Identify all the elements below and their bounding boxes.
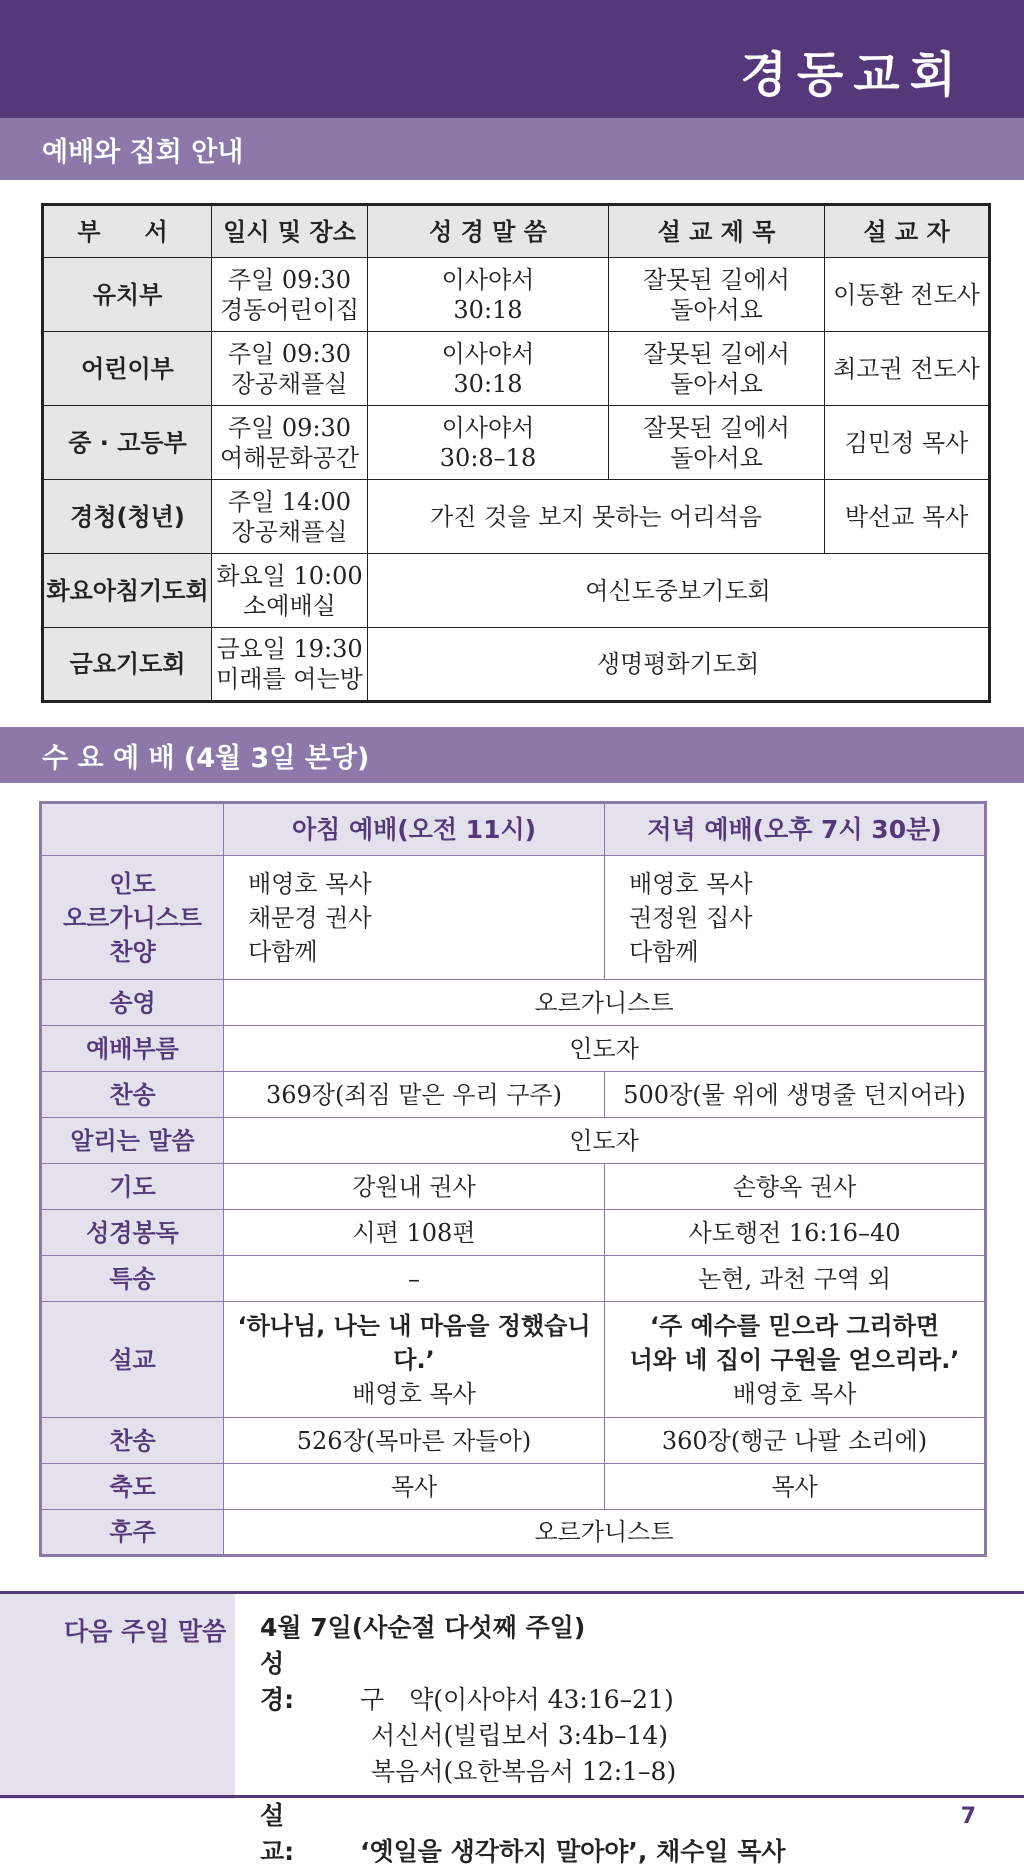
role-value: 채문경 권사 bbox=[248, 903, 372, 932]
role-value: 배영호 목사 bbox=[248, 869, 372, 898]
place-text: 장공채플실 bbox=[231, 369, 348, 398]
label-praise: 찬양 bbox=[109, 937, 156, 966]
merged-cell: 오르가니스트 bbox=[224, 1510, 986, 1556]
col-header-scripture: 성 경 말 씀 bbox=[368, 205, 609, 258]
col-header-preacher: 설 교 자 bbox=[825, 205, 990, 258]
morning-sermon-cell bbox=[224, 1302, 605, 1418]
services-header-row bbox=[43, 205, 990, 258]
time-text: 금요일 19:30 bbox=[216, 635, 363, 663]
next-week-label: 다음 주일 말씀 bbox=[64, 1617, 227, 1646]
row-label: 알리는 말씀 bbox=[41, 1118, 224, 1164]
morning-cell: – bbox=[224, 1256, 605, 1302]
epistle-reading: 서신서(빌립보서 3:4b–14) bbox=[371, 1721, 669, 1750]
row-label: 성경봉독 bbox=[41, 1210, 224, 1256]
table-row bbox=[41, 1418, 986, 1464]
table-row bbox=[41, 856, 986, 980]
table-row bbox=[43, 480, 990, 554]
table-row bbox=[41, 1510, 986, 1556]
merged-cell: 오르가니스트 bbox=[224, 980, 986, 1026]
title-line: 잘못된 길에서 bbox=[643, 265, 790, 294]
next-week-content bbox=[260, 1610, 786, 1870]
col-header-dept: 부 서 bbox=[43, 205, 212, 258]
table-row bbox=[41, 1302, 986, 1418]
dept-cell: 경청(청년) bbox=[43, 480, 212, 554]
morning-cell: 369장(죄짐 맡은 우리 구주) bbox=[224, 1072, 605, 1118]
time-cell bbox=[212, 628, 368, 702]
table-row bbox=[43, 406, 990, 480]
table-row bbox=[41, 1026, 986, 1072]
title-line: 돌아서요 bbox=[670, 369, 763, 398]
scripture-ref: 30:18 bbox=[453, 295, 523, 324]
gospel-reading: 복음서(요한복음서 12:1–8) bbox=[371, 1757, 677, 1786]
table-row bbox=[41, 980, 986, 1026]
dept-cell: 중 · 고등부 bbox=[43, 406, 212, 480]
row-label: 축도 bbox=[41, 1464, 224, 1510]
scripture-book: 이사야서 bbox=[441, 265, 535, 294]
preacher-cell: 박선교 목사 bbox=[825, 480, 990, 554]
evening-cell: 손향옥 권사 bbox=[605, 1164, 986, 1210]
title-cell bbox=[609, 332, 825, 406]
scripture-ref: 30:8–18 bbox=[439, 443, 537, 472]
merged-title-cell: 가진 것을 보지 못하는 어리석음 bbox=[368, 480, 825, 554]
table-row bbox=[41, 1464, 986, 1510]
evening-sermon-cell bbox=[605, 1302, 986, 1418]
preacher-cell: 이동환 전도사 bbox=[825, 258, 990, 332]
next-week-side bbox=[0, 1594, 235, 1799]
time-text: 주일 14:00 bbox=[227, 487, 352, 516]
evening-cell: 360장(행군 나팔 소리에) bbox=[605, 1418, 986, 1464]
next-week-date: 4월 7일(사순절 다섯째 주일) bbox=[260, 1613, 586, 1642]
table-row bbox=[41, 1164, 986, 1210]
scripture-key: 성 경: bbox=[260, 1649, 335, 1714]
evening-header: 저녁 예배(오후 7시 30분) bbox=[605, 803, 986, 856]
row-label: 기도 bbox=[41, 1164, 224, 1210]
time-text: 화요일 10:00 bbox=[216, 561, 363, 590]
sermon-preacher: 배영호 목사 bbox=[352, 1379, 476, 1408]
header-band bbox=[0, 0, 1024, 118]
time-cell bbox=[212, 258, 368, 332]
dept-cell: 어린이부 bbox=[43, 332, 212, 406]
table-row bbox=[43, 258, 990, 332]
bottom-rule bbox=[0, 1795, 1024, 1798]
morning-cell: 강원내 권사 bbox=[224, 1164, 605, 1210]
dept-cell: 화요아침기도회 bbox=[43, 554, 212, 628]
role-value: 권정원 집사 bbox=[629, 903, 753, 932]
scripture-ref: 30:18 bbox=[453, 369, 523, 398]
time-cell bbox=[212, 406, 368, 480]
place-text: 소예배실 bbox=[243, 591, 336, 620]
table-row bbox=[43, 554, 990, 628]
scripture-book: 이사야서 bbox=[441, 339, 535, 368]
table-row bbox=[41, 1072, 986, 1118]
table-row bbox=[41, 1118, 986, 1164]
section-title-services: 예배와 집회 안내 bbox=[0, 118, 1024, 180]
morning-roles-cell bbox=[224, 856, 605, 980]
title-line: 잘못된 길에서 bbox=[643, 339, 790, 368]
place-text: 장공채플실 bbox=[231, 517, 348, 546]
label-leader: 인도 bbox=[109, 869, 156, 898]
row-label: 찬송 bbox=[41, 1418, 224, 1464]
sermon-title: ‘주 예수를 믿으라 그리하면 bbox=[649, 1311, 940, 1340]
preacher-cell: 김민정 목사 bbox=[825, 406, 990, 480]
title-line: 돌아서요 bbox=[670, 443, 763, 472]
table-row bbox=[41, 1256, 986, 1302]
time-cell bbox=[212, 480, 368, 554]
title-line: 돌아서요 bbox=[670, 295, 763, 324]
scripture-cell bbox=[368, 332, 609, 406]
place-text: 미래를 여는방 bbox=[216, 665, 363, 693]
merged-cell: 인도자 bbox=[224, 1026, 986, 1072]
merged-title-cell: 생명평화기도회 bbox=[368, 628, 990, 702]
title-cell bbox=[609, 406, 825, 480]
ot-reading: 구 약(이사야서 43:16–21) bbox=[360, 1685, 674, 1714]
evening-cell: 논현, 과천 구역 외 bbox=[605, 1256, 986, 1302]
time-text: 주일 09:30 bbox=[227, 339, 352, 368]
col-header-time: 일시 및 장소 bbox=[212, 205, 368, 258]
evening-cell: 목사 bbox=[605, 1464, 986, 1510]
title-line: 잘못된 길에서 bbox=[643, 413, 790, 442]
role-value: 배영호 목사 bbox=[629, 869, 753, 898]
row-label: 송영 bbox=[41, 980, 224, 1026]
table-row bbox=[43, 628, 990, 702]
place-text: 여해문화공간 bbox=[219, 443, 360, 472]
sermon-title: 너와 네 집이 구원을 얻으리라.’ bbox=[629, 1345, 960, 1374]
table-row bbox=[41, 1210, 986, 1256]
scripture-cell bbox=[368, 258, 609, 332]
col-header-title: 설 교 제 목 bbox=[609, 205, 825, 258]
sermon-title: ‘하나님, 나는 내 마음을 정했습니다.’ bbox=[237, 1311, 591, 1374]
time-cell bbox=[212, 332, 368, 406]
row-label: 후주 bbox=[41, 1510, 224, 1556]
section-title-wednesday: 수 요 예 배 (4월 3일 본당) bbox=[0, 727, 1024, 783]
label-organist: 오르가니스트 bbox=[62, 903, 203, 932]
merged-cell: 인도자 bbox=[224, 1118, 986, 1164]
roles-label-cell bbox=[41, 856, 224, 980]
time-text: 주일 09:30 bbox=[227, 413, 352, 442]
time-text: 주일 09:30 bbox=[227, 265, 352, 294]
morning-cell: 시편 108편 bbox=[224, 1210, 605, 1256]
dept-cell: 금요기도회 bbox=[43, 628, 212, 702]
title-cell bbox=[609, 258, 825, 332]
place-text: 경동어린이집 bbox=[219, 295, 360, 324]
scripture-book: 이사야서 bbox=[441, 413, 535, 442]
role-value: 다함께 bbox=[629, 937, 699, 966]
sermon-preacher: 배영호 목사 bbox=[732, 1379, 857, 1408]
morning-cell: 목사 bbox=[224, 1464, 605, 1510]
preacher-cell: 최고권 전도사 bbox=[825, 332, 990, 406]
row-label: 예배부름 bbox=[41, 1026, 224, 1072]
morning-cell: 526장(목마른 자들아) bbox=[224, 1418, 605, 1464]
dept-cell: 유치부 bbox=[43, 258, 212, 332]
church-name: 경동교회 bbox=[740, 47, 966, 103]
evening-cell: 500장(물 위에 생명줄 던지어라) bbox=[605, 1072, 986, 1118]
role-value: 다함께 bbox=[248, 937, 318, 966]
evening-roles-cell bbox=[605, 856, 986, 980]
scripture-cell bbox=[368, 406, 609, 480]
table-row bbox=[43, 332, 990, 406]
row-label: 특송 bbox=[41, 1256, 224, 1302]
scripture-line bbox=[260, 1646, 786, 1718]
row-label: 찬송 bbox=[41, 1072, 224, 1118]
next-sermon: ‘옛일을 생각하지 말아야’, 채수일 목사 bbox=[360, 1837, 786, 1866]
services-table bbox=[41, 203, 991, 703]
evening-cell: 사도행전 16:16–40 bbox=[605, 1210, 986, 1256]
time-cell bbox=[212, 554, 368, 628]
wednesday-header-row bbox=[41, 803, 986, 856]
morning-header: 아침 예배(오전 11시) bbox=[224, 803, 605, 856]
sermon-line bbox=[260, 1798, 786, 1870]
sermon-key: 설 교: bbox=[260, 1801, 335, 1866]
merged-title-cell: 여신도중보기도회 bbox=[368, 554, 990, 628]
wednesday-table bbox=[39, 801, 987, 1557]
corner-cell bbox=[41, 803, 224, 856]
row-label: 설교 bbox=[41, 1302, 224, 1418]
next-week-box bbox=[0, 1591, 1024, 1866]
page-number: 7 bbox=[960, 1804, 976, 1829]
